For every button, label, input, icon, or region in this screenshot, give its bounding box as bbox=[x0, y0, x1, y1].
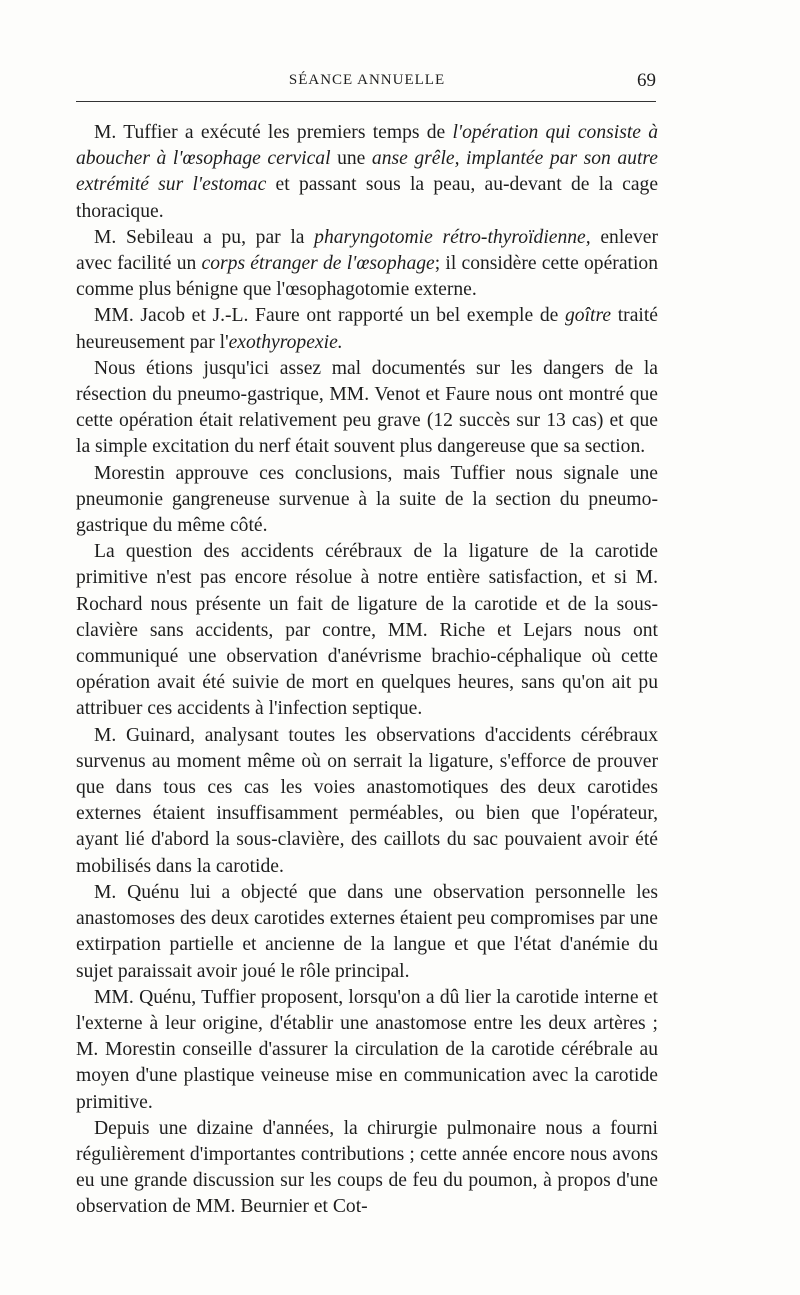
paragraph bbox=[76, 120, 658, 225]
paragraph bbox=[76, 723, 658, 880]
text-run: M. Sebileau a pu, par la bbox=[94, 226, 315, 248]
text-run: Depuis une dizaine d'années, la chirurgie pulmonaire nous a fourni régulièrement d'importantes contributions ; cette année encore nous avons eu une grande discussion sur les coups de feu du poumon, à propos d'une observation de MM. Beurnier et Cot- bbox=[76, 1117, 658, 1218]
paragraph bbox=[76, 880, 658, 985]
text-run: traité heureusement par l' bbox=[76, 305, 658, 353]
text-run: M. Tuffier a exécuté les premiers temps de bbox=[94, 122, 453, 143]
paragraph bbox=[76, 303, 658, 355]
text-run: et passant sous la peau, au-devant de la cage thoracique. bbox=[76, 174, 659, 222]
text-run: ; il considère cette opération comme plus bénigne que l'œsophagotomie externe. bbox=[76, 253, 658, 301]
paragraph bbox=[76, 461, 658, 540]
paragraph bbox=[76, 539, 658, 722]
italic-text: corps étranger de l'œsophage bbox=[201, 253, 435, 275]
paragraph bbox=[76, 225, 658, 304]
text-run: M. Guinard, analysant toutes les observations d'accidents cérébraux survenus au moment même où on serrait la ligature, s'efforce de prouver que dans tous ces cas les voies anastomotiques des deux carotides externes étaient insuffisamment perméables, ou bien que l'opérateur, ayant lié d'abord la sous-clavière, des caillots du sac pouvaient avoir été mobilisés dans la carotide. bbox=[76, 724, 658, 877]
italic-text: exothyropexie. bbox=[228, 331, 343, 353]
text-run: Nous étions jusqu'ici assez mal documentés sur les dangers de la résection du pneumo-gastrique, MM. Venot et Faure nous ont montré que cette opération était relativement peu grave (12 succès sur 13 cas) et que la simple excitation du nerf était souvent plus dangereuse que sa section. bbox=[76, 357, 658, 458]
body-text bbox=[76, 120, 658, 1221]
text-run: La question des accidents cérébraux de la ligature de la carotide primitive n'est pas encore résolue à notre entière satisfaction, et si M. Rochard nous présente un fait de ligature de la carotide et de la sous-clavière sans accidents, par contre, MM. Riche et Lejars nous ont communiqué une observation d'anévrisme brachio-céphalique où cette opération avait été suivie de mort en quelques heures, sans qu'on ait pu attribuer ces accidents à l'infection septique. bbox=[76, 541, 658, 720]
text-run: une bbox=[330, 148, 372, 170]
paragraph bbox=[76, 1116, 658, 1221]
text-run: MM. Jacob et J.-L. Faure ont rapporté un bel exemple de bbox=[94, 305, 565, 327]
italic-text: pharyngotomie rétro-thyroïdienne, bbox=[314, 226, 591, 248]
italic-text: anse grêle, implantée par son autre extrémité sur l'estomac bbox=[76, 148, 659, 196]
header-rule bbox=[76, 101, 656, 102]
text-run: Morestin approuve ces conclusions, mais Tuffier nous signale une pneumonie gangreneuse survenue à la suite de la section du pneumo-gastrique du même côté. bbox=[76, 462, 658, 537]
italic-text: goître bbox=[565, 305, 612, 327]
paragraph bbox=[76, 985, 658, 1116]
text-run: enlever avec facilité un bbox=[76, 226, 658, 275]
italic-text: l'opération qui consiste à aboucher à l'œsophage cervical bbox=[76, 122, 658, 170]
running-title: SÉANCE ANNUELLE bbox=[288, 72, 446, 88]
page-header bbox=[76, 70, 658, 94]
text-run: MM. Quénu, Tuffier proposent, lorsqu'on a dû lier la carotide interne et l'externe à leur origine, d'établir une anastomose entre les deux artères ; M. Morestin conseille d'assurer la circulation de la carotide cérébrale au moyen d'une plastique veineuse mise en communication avec la carotide primitive. bbox=[76, 986, 658, 1113]
paragraph bbox=[76, 356, 658, 461]
text-run: M. Quénu lui a objecté que dans une observation personnelle les anastomoses des deux carotides externes étaient peu compromises par une extirpation partielle et ancienne de la langue et que l'état d'anémie du sujet paraissait avoir joué le rôle principal. bbox=[76, 881, 658, 982]
page-number: 69 bbox=[637, 70, 656, 91]
